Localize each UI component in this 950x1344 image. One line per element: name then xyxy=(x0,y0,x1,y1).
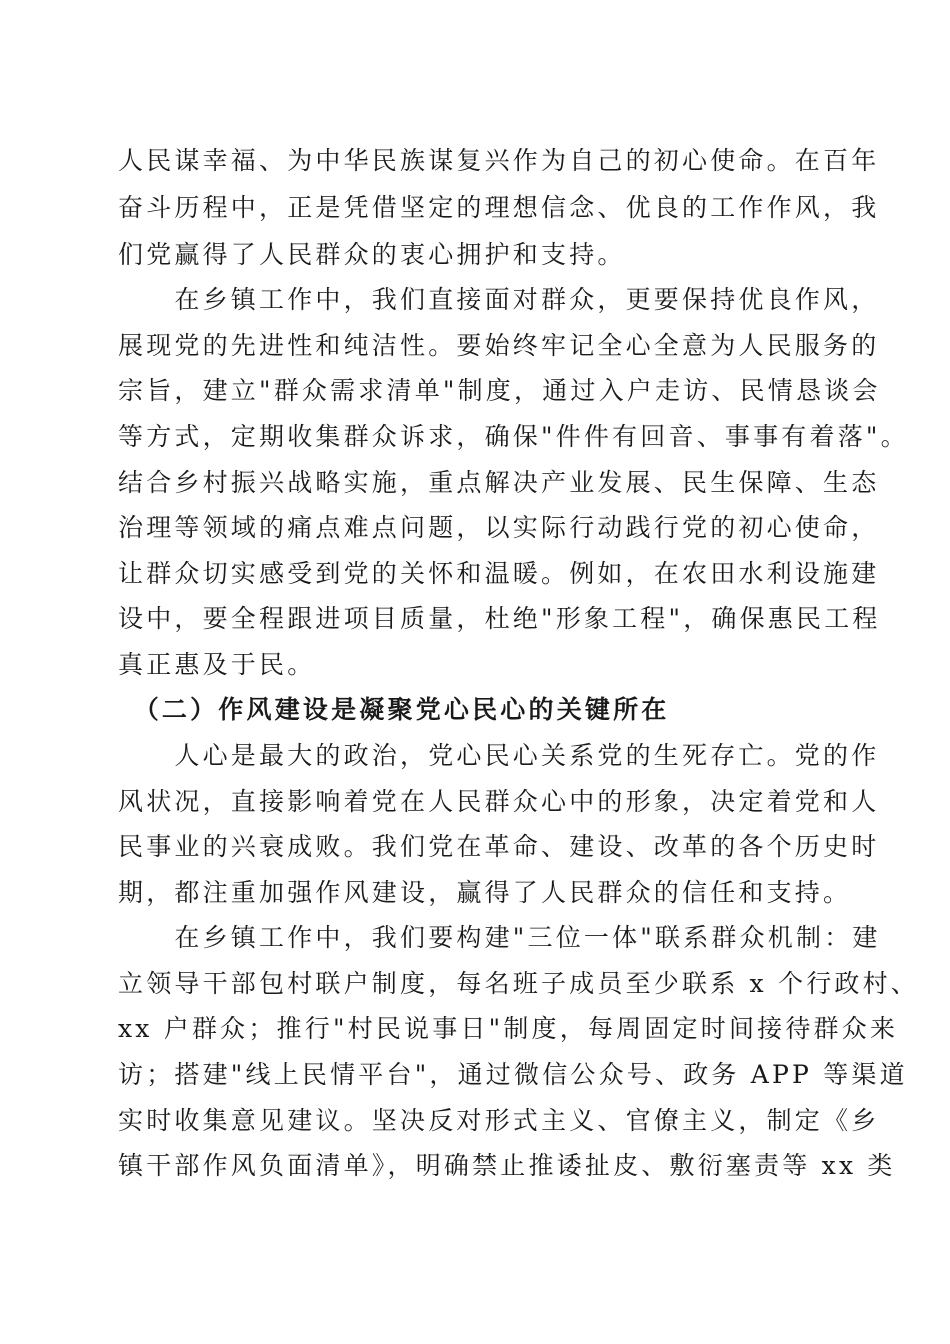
text-line: 在乡镇工作中，我们要构建"三位一体"联系群众机制：建 xyxy=(118,923,881,952)
text-line: 们党赢得了人民群众的衷心拥护和支持。 xyxy=(118,240,626,269)
text-line: 等方式，定期收集群众诉求，确保"件件有回音、事事有着落"。 xyxy=(118,422,909,451)
text-line: 展现党的先进性和纯洁性。要始终牢记全心全意为人民服务的 xyxy=(118,331,880,360)
text-line: 真正惠及于民。 xyxy=(118,650,316,679)
text-line: 宗旨，建立"群众需求清单"制度，通过入户走访、民情恳谈会 xyxy=(118,376,881,405)
text-line: 治理等领域的痛点难点问题，以实际行动践行党的初心使命， xyxy=(118,513,880,542)
text-line: 期，都注重加强作风建设，赢得了人民群众的信任和支持。 xyxy=(118,878,852,907)
text-line: 结合乡村振兴战略实施，重点解决产业发展、民生保障、生态 xyxy=(118,468,880,497)
text-line: xx 户群众；推行"村民说事日"制度，每周固定时间接待群众来 xyxy=(118,1014,899,1043)
text-line: 在乡镇工作中，我们直接面对群众，更要保持优良作风， xyxy=(118,285,880,314)
text-line: 立领导干部包村联户制度，每名班子成员至少联系 x 个行政村、 xyxy=(118,969,919,998)
text-line: 访；搭建"线上民情平台"，通过微信公众号、政务 APP 等渠道 xyxy=(118,1060,908,1089)
text-line: 人心是最大的政治，党心民心关系党的生死存亡。党的作 xyxy=(118,741,880,770)
text-line: 设中，要全程跟进项目质量，杜绝"形象工程"，确保惠民工程 xyxy=(118,604,881,633)
text-line: 风状况，直接影响着党在人民群众心中的形象，决定着党和人 xyxy=(118,787,880,816)
text-line: 镇干部作风负面清单》，明确禁止推诿扯皮、敷衍塞责等 xx 类 xyxy=(118,1151,896,1180)
text-line: 让群众切实感受到党的关怀和温暖。例如，在农田水利设施建 xyxy=(118,559,880,588)
text-line: 奋斗历程中，正是凭借坚定的理想信念、优良的工作作风，我 xyxy=(118,193,880,222)
text-line: 实时收集意见建议。坚决反对形式主义、官僚主义，制定《乡 xyxy=(118,1106,880,1135)
text-line: 民事业的兴衰成败。我们党在革命、建设、改革的各个历史时 xyxy=(118,832,880,861)
text-line: 人民谋幸福、为中华民族谋复兴作为自己的初心使命。在百年 xyxy=(118,146,880,175)
section-heading: （二）作风建设是凝聚党心民心的关键所在 xyxy=(118,695,670,724)
